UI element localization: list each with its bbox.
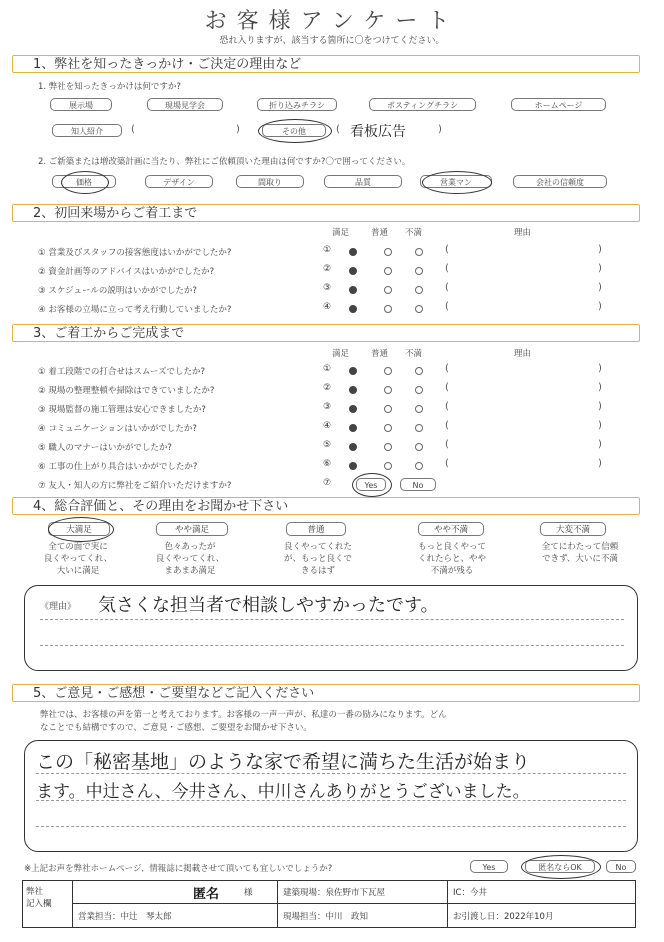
publish-question: ※上記お声を弊社ホームページ、情報誌に掲載させて頂いても宜しいでしょうか?	[24, 864, 333, 874]
construction-site: 建築現場：泉佐野市下瓦屋	[283, 888, 386, 898]
eval-desc-normal: 良くやってくれた が、もっと良くで きるはず	[283, 542, 352, 576]
reason-paren-open: (	[445, 282, 449, 293]
rating-empty[interactable]	[415, 405, 423, 413]
q1-option-insert-flyer[interactable]: 折り込みチラシ	[257, 98, 337, 111]
reason-paren-open: (	[445, 439, 449, 450]
s3-row-5-number: ⑤	[323, 440, 332, 450]
selected-mark	[48, 517, 114, 542]
s3-row-4-number: ④	[323, 421, 332, 431]
rating-filled[interactable]	[349, 305, 357, 313]
rating-filled[interactable]	[349, 405, 357, 413]
s2-row-2-number: ②	[323, 264, 332, 274]
delivery-date: お引渡し日：2022年10月	[453, 912, 554, 922]
reason-paren-close: )	[598, 301, 602, 312]
eval-option-somewhat-unsatisfied[interactable]: やや不満	[418, 522, 484, 536]
reason-paren-close: )	[598, 439, 602, 450]
q1-option-showroom[interactable]: 展示場	[50, 98, 112, 111]
reason-paren-open: (	[445, 263, 449, 274]
rating-filled[interactable]	[349, 443, 357, 451]
customer-name: 匿名	[193, 887, 220, 902]
rating-filled[interactable]	[349, 248, 357, 256]
q1-option-referral[interactable]: 知人紹介	[52, 124, 122, 137]
section-1-header: 1、弊社を知ったきっかけ・ご決定の理由など	[12, 55, 640, 73]
rating-empty[interactable]	[384, 405, 392, 413]
s2-row-1-number: ①	[323, 245, 332, 255]
table-divider	[447, 880, 448, 928]
s3-row-1-number: ①	[323, 364, 332, 374]
s2-question-2: ② 資金計画等のアドバイスはいかがでしたか?	[38, 267, 215, 277]
rating-filled[interactable]	[349, 286, 357, 294]
reason-paren-close: )	[598, 263, 602, 274]
page-title: お客様アンケート	[204, 9, 460, 34]
reason-answer: 気さくな担当者で相談しやすかったです。	[98, 595, 439, 616]
q7-no-option[interactable]: No	[400, 478, 436, 491]
col-reason: 理由	[514, 228, 532, 238]
s3-question-3: ③ 現場監督の施工管理は安心できましたか?	[38, 405, 206, 415]
section-5-intro-line-1: 弊社では、お客様の声を第一と考えております。お客様の一声一声が、私達の一番の励みになります。どん	[40, 710, 447, 720]
rating-empty[interactable]	[415, 386, 423, 394]
q2-text: 2. ご新築または増改築計画に当たり、弊社にご依頼頂いた理由は何ですか?〇で囲ってください。	[38, 157, 411, 167]
table-divider	[72, 880, 73, 928]
selected-mark	[258, 119, 332, 143]
customer-name-suffix: 様	[244, 888, 253, 898]
section-2-header: 2、初回来場からご着工まで	[12, 204, 640, 222]
q2-option-salesperson[interactable]: 営業マン	[420, 175, 492, 188]
s3-row-6-number: ⑥	[323, 459, 332, 469]
q1-option-site-tour[interactable]: 現場見学会	[147, 98, 223, 111]
rating-empty[interactable]	[415, 305, 423, 313]
reason-paren-open: (	[445, 458, 449, 469]
rating-empty[interactable]	[384, 443, 392, 451]
comment-rule	[36, 826, 626, 827]
col-normal: 普通	[371, 349, 389, 359]
reason-paren-open: (	[445, 363, 449, 374]
col-normal: 普通	[371, 228, 389, 238]
col-unsatisfied: 不満	[405, 349, 423, 359]
publish-yes-option[interactable]: Yes	[470, 860, 508, 873]
q1-option-homepage[interactable]: ホームページ	[511, 98, 606, 111]
comment-line-2: ます。中辻さん、今井さん、中川さんありがとうございました。	[36, 782, 530, 802]
eval-desc-somewhat-unsatisfied: もっと良くやって くれたらと、やや 不満が残る	[417, 542, 486, 576]
q1-referral-paren-open: (	[131, 124, 135, 135]
eval-desc-somewhat-satisfied: 色々あったが 良くやってくれ、 まあまあ満足	[155, 542, 225, 576]
col-satisfied: 満足	[332, 349, 350, 359]
selected-mark	[61, 171, 109, 194]
q1-other-answer: 看板広告	[350, 124, 406, 140]
s3-question-7: ⑦ 友人・知人の方に弊社をご紹介いただけますか?	[38, 481, 232, 491]
rating-empty[interactable]	[415, 462, 423, 470]
rating-filled[interactable]	[349, 424, 357, 432]
table-divider	[72, 903, 636, 904]
publish-no-option[interactable]: No	[606, 860, 636, 873]
rating-empty[interactable]	[384, 367, 392, 375]
rating-empty[interactable]	[415, 267, 423, 275]
q2-option-company-trust[interactable]: 会社の信頼度	[513, 175, 607, 188]
q1-other-paren-open: (	[336, 124, 340, 135]
sales-staff: 営業担当：中辻 琴太郎	[78, 912, 172, 922]
reason-paren-close: )	[598, 420, 602, 431]
rating-empty[interactable]	[415, 443, 423, 451]
rating-empty[interactable]	[384, 305, 392, 313]
s3-question-1: ① 着工段階での打合せはスムーズでしたか?	[38, 367, 205, 377]
selected-mark	[422, 171, 492, 194]
rating-empty[interactable]	[415, 248, 423, 256]
eval-option-somewhat-satisfied[interactable]: やや満足	[156, 522, 228, 536]
selected-mark	[521, 855, 601, 879]
rating-filled[interactable]	[349, 367, 357, 375]
rating-empty[interactable]	[384, 267, 392, 275]
rating-empty[interactable]	[384, 286, 392, 294]
eval-option-normal[interactable]: 普通	[286, 522, 346, 536]
table-divider	[277, 880, 278, 928]
section-3-header: 3、ご着工からご完成まで	[12, 324, 640, 342]
s3-row-2-number: ②	[323, 383, 332, 393]
q1-referral-paren-close: )	[236, 124, 240, 135]
reason-paren-open: (	[445, 382, 449, 393]
reason-paren-open: (	[445, 244, 449, 255]
eval-desc-very-unsatisfied: 全てにわたって信頼 できず、大いに不満	[541, 542, 619, 564]
publish-anonymous-option[interactable]: 匿名ならOK	[525, 860, 595, 873]
section-5-header: 5、ご意見・ご感想・ご要望などご記入ください	[12, 684, 640, 702]
eval-option-very-unsatisfied[interactable]: 大変不満	[540, 522, 606, 536]
rating-empty[interactable]	[415, 286, 423, 294]
reason-paren-close: )	[598, 382, 602, 393]
q1-option-posting-flyer[interactable]: ポスティングチラシ	[369, 98, 476, 111]
s3-question-4: ④ コミュニケーションはいかがでしたか?	[38, 424, 197, 434]
s2-question-4: ④ お客様の立場に立って考え行動していましたか?	[38, 305, 232, 315]
q1-text: 1. 弊社を知ったきっかけは何ですか?	[38, 82, 181, 92]
reason-rule	[40, 645, 624, 646]
s3-row-3-number: ③	[323, 402, 332, 412]
s3-question-2: ② 現場の整理整頓や掃除はできていましたか?	[38, 386, 215, 396]
q7-yes-option[interactable]: Yes	[356, 478, 386, 491]
col-reason: 理由	[514, 349, 532, 359]
rating-filled[interactable]	[349, 386, 357, 394]
s2-question-3: ③ スケジュールの説明はいかがでしたか?	[38, 286, 197, 296]
q2-option-floorplan[interactable]: 間取り	[236, 175, 304, 188]
reason-paren-close: )	[598, 401, 602, 412]
selected-mark	[352, 473, 392, 497]
rating-empty[interactable]	[384, 424, 392, 432]
office-use-label: 弊社 記入欄	[26, 887, 52, 909]
rating-filled[interactable]	[349, 462, 357, 470]
reason-paren-close: )	[598, 244, 602, 255]
rating-empty[interactable]	[415, 424, 423, 432]
reason-paren-close: )	[598, 282, 602, 293]
comment-rule	[36, 800, 626, 801]
site-manager: 現場担当：中川 政知	[283, 912, 369, 922]
rating-empty[interactable]	[384, 462, 392, 470]
s3-row-7-number: ⑦	[323, 478, 332, 488]
reason-paren-close: )	[598, 458, 602, 469]
section-4-header: 4、総合評価と、その理由をお聞かせ下さい	[12, 497, 640, 515]
rating-empty[interactable]	[384, 386, 392, 394]
rating-filled[interactable]	[349, 267, 357, 275]
col-satisfied: 満足	[332, 228, 350, 238]
s2-row-3-number: ③	[323, 283, 332, 293]
s2-question-1: ① 営業及びスタッフの接客態度はいかがでしたか?	[38, 248, 232, 258]
q2-option-design[interactable]: デザイン	[145, 175, 213, 188]
eval-desc-very-satisfied: 全ての面で実に 良くやってくれ、 大いに満足	[43, 542, 113, 576]
reason-paren-open: (	[445, 420, 449, 431]
q1-other-paren-close: )	[438, 124, 442, 135]
q1-option-other[interactable]: その他	[262, 124, 326, 137]
comment-rule	[36, 773, 626, 774]
rating-empty[interactable]	[384, 248, 392, 256]
section-5-intro-line-2: なことでも結構ですので、ご意見・ご感想、ご要望をお聞かせ下さい。	[40, 723, 312, 733]
reason-paren-close: )	[598, 363, 602, 374]
comment-line-1: この「秘密基地」のような家で希望に満ちた生活が始まり	[36, 751, 531, 773]
rating-empty[interactable]	[415, 367, 423, 375]
reason-paren-open: (	[445, 401, 449, 412]
col-unsatisfied: 不満	[405, 228, 423, 238]
s3-question-6: ⑥ 工事の仕上がり具合はいかがでしたか?	[38, 462, 198, 472]
s2-row-4-number: ④	[323, 302, 332, 312]
reason-label: 《理由》	[40, 602, 77, 612]
eval-option-very-satisfied[interactable]: 大満足	[48, 522, 110, 536]
q2-option-quality[interactable]: 品質	[324, 175, 402, 188]
page-subtitle: 恐れ入りますが、該当する箇所に〇をつけてください。	[219, 36, 445, 46]
s3-question-5: ⑤ 職人のマナーはいかがでしたか?	[38, 443, 172, 453]
q2-option-price[interactable]: 価格	[52, 175, 116, 188]
reason-rule	[40, 619, 624, 620]
reason-paren-open: (	[445, 301, 449, 312]
ic-staff: IC：今井	[453, 888, 487, 898]
